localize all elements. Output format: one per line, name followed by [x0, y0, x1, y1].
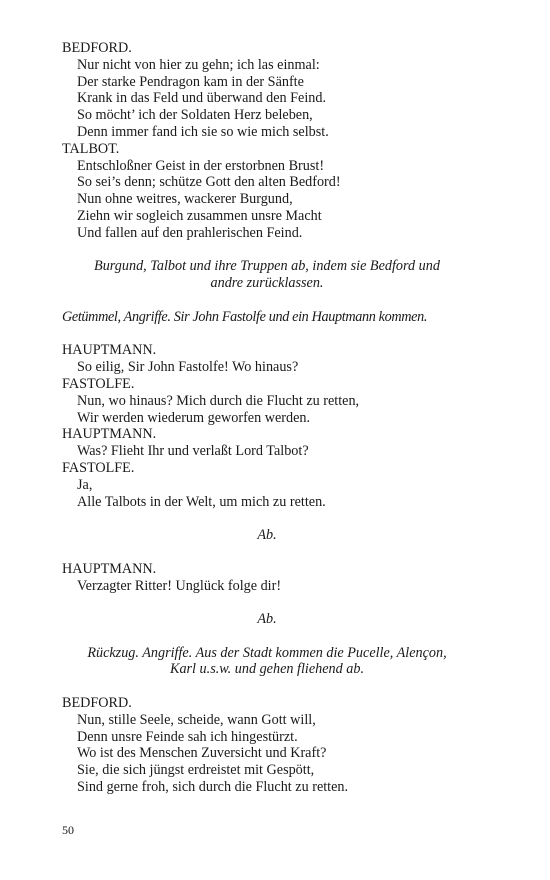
verse-line: Nun, stille Seele, scheide, wann Gott will,: [77, 711, 316, 728]
verse-line: Entschloßner Geist in der erstorbnen Brust!: [77, 157, 325, 174]
verse-line: Denn immer fand ich sie so wie mich selbst.: [77, 123, 329, 140]
page-text: [62, 40, 472, 796]
speech-talbot: [62, 141, 472, 242]
spacer: [62, 678, 472, 695]
spacer: [62, 510, 472, 527]
verse-line: Denn unsre Feinde sah ich hingestürzt.: [77, 728, 298, 745]
verse-line: Ja,: [77, 476, 93, 493]
spacer: [62, 544, 472, 561]
spacer: [62, 326, 472, 343]
speech-hauptmann-1: [62, 342, 472, 376]
speech-hauptmann-3: [62, 561, 472, 595]
spacer: [62, 594, 472, 611]
verse-line: Krank in das Feld und überwand den Feind.: [77, 90, 327, 107]
verse-line: So möcht’ ich der Soldaten Herz beleben,: [77, 107, 313, 124]
verse-line: Wir werden wiederum geworfen werden.: [77, 409, 311, 426]
speech-hauptmann-2: [62, 426, 472, 460]
verse-line: Nun ohne weitres, wackerer Burgund,: [77, 191, 293, 208]
stage-direction-ab: Ab.: [257, 527, 277, 544]
speech-bedford-1: [62, 40, 472, 141]
verse-line: Der starke Pendragon kam in der Sänfte: [77, 73, 304, 90]
speech-fastolfe-1: [62, 376, 472, 426]
speech-bedford-2: [62, 695, 472, 796]
speaker-name: HAUPTMANN.: [62, 342, 157, 359]
stage-direction-ab: Ab.: [257, 611, 277, 628]
verse-line: Alle Talbots in der Welt, um mich zu retten.: [77, 493, 326, 510]
spacer: [62, 628, 472, 645]
stage-direction-exit: Burgund, Talbot und ihre Truppen ab, indem sie Bedford und: [94, 258, 440, 275]
speaker-name: FASTOLFE.: [62, 459, 135, 476]
verse-line: Sind gerne froh, sich durch die Flucht zu retten.: [77, 779, 349, 796]
verse-line: Und fallen auf den prahlerischen Feind.: [77, 224, 303, 241]
speaker-name: FASTOLFE.: [62, 375, 135, 392]
verse-line: Wo ist des Menschen Zuversicht und Kraft?: [77, 745, 327, 762]
speaker-name: HAUPTMANN.: [62, 560, 157, 577]
stage-direction-retreat: Rückzug. Angriffe. Aus der Stadt kommen die Pucelle, Alençon,: [87, 644, 447, 661]
stage-direction-alarums: Getümmel, Angriffe. Sir John Fastolfe und ein Hauptmann kommen.: [62, 308, 428, 325]
verse-line: Nur nicht von hier zu gehn; ich las einmal:: [77, 56, 320, 73]
spacer: [62, 292, 472, 309]
verse-line: Was? Flieht Ihr und verlaßt Lord Talbot?: [77, 443, 309, 460]
verse-line: Verzagter Ritter! Unglück folge dir!: [77, 577, 282, 594]
stage-direction-retreat-cont: Karl u.s.w. und gehen fliehend ab.: [169, 661, 364, 678]
verse-line: So sei’s denn; schütze Gott den alten Bedford!: [77, 174, 341, 191]
verse-line: Sie, die sich jüngst erdreistet mit Gespött,: [77, 762, 315, 779]
verse-line: Nun, wo hinaus? Mich durch die Flucht zu retten,: [77, 392, 360, 409]
verse-line: Ziehn wir sogleich zusammen unsre Macht: [77, 207, 322, 224]
speaker-name: HAUPTMANN.: [62, 426, 157, 443]
page-number: 50: [62, 823, 74, 837]
verse-line: So eilig, Sir John Fastolfe! Wo hinaus?: [77, 359, 299, 376]
speaker-name: TALBOT.: [62, 140, 120, 157]
speech-fastolfe-2: [62, 460, 472, 510]
stage-direction-exit-cont: andre zurücklassen.: [210, 275, 324, 292]
speaker-name: BEDFORD.: [62, 695, 132, 712]
speaker-name: BEDFORD.: [62, 40, 132, 56]
spacer: [62, 242, 472, 259]
